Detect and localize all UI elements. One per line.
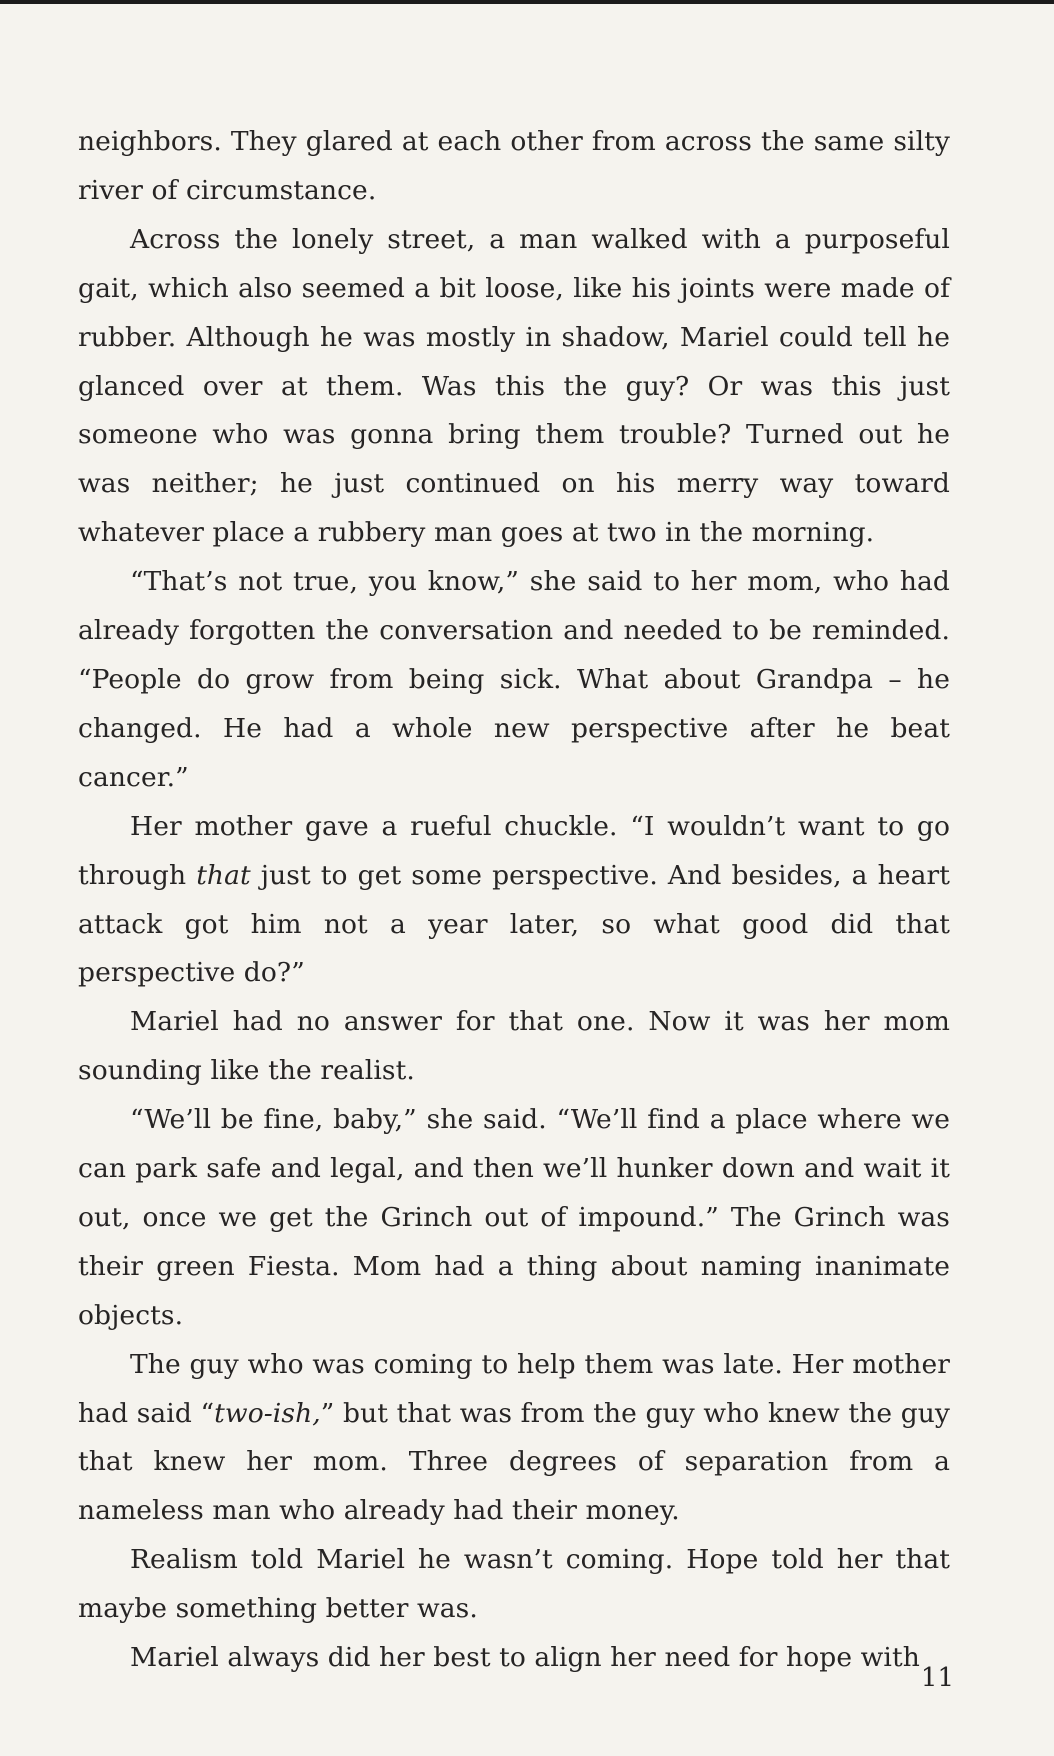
page-body bbox=[78, 118, 950, 1674]
paragraph bbox=[78, 803, 950, 999]
text-segment: “That’s not true, you know,” she said to her mom, who had already forgotten the conversation and needed to be reminded. “People do grow from being sick. What about Grandpa – he changed. He had a whole new perspective after he beat cancer.” bbox=[78, 566, 950, 793]
paragraph bbox=[78, 1341, 950, 1537]
page-number: 11 bbox=[920, 1663, 954, 1693]
text-segment: “We’ll be fine, baby,” she said. “We’ll find a place where we can park safe and legal, and then we’ll hunker down and wait it out, once we get the Grinch out of impound.” The Grinch was their green Fiesta. Mom had a thing about naming inanimate objects. bbox=[78, 1104, 950, 1331]
paragraph bbox=[78, 1096, 950, 1341]
text-segment: neighbors. They glared at each other from across the same silty river of circumstance. bbox=[78, 126, 950, 206]
page-top-edge bbox=[0, 0, 1054, 4]
paragraph bbox=[78, 1536, 950, 1634]
text-segment: ” but that was from the guy who knew the guy that knew her mom. Three degrees of separation from a nameless man who already had their money. bbox=[78, 1397, 950, 1527]
text-segment: Mariel had no answer for that one. Now it was her mom sounding like the realist. bbox=[78, 1006, 950, 1087]
text-segment: just to get some perspective. And besides, a heart attack got him not a year later, so what good did that perspective do?” bbox=[78, 859, 950, 989]
paragraph bbox=[78, 998, 950, 1096]
paragraph bbox=[78, 1634, 950, 1683]
text-segment: Realism told Mariel he wasn’t coming. Hope told her that maybe something better was. bbox=[78, 1544, 950, 1625]
paragraph bbox=[78, 558, 950, 803]
text-segment: The guy who was coming to help them was late. Her mother had said “ bbox=[78, 1348, 950, 1429]
italic-text: two-ish, bbox=[214, 1397, 321, 1429]
text-segment: Mariel always did her best to align her need for hope with bbox=[130, 1642, 920, 1674]
paragraph bbox=[78, 118, 950, 216]
text-segment: Across the lonely street, a man walked with a purposeful gait, which also seemed a bit loose, like his joints were made of rubber. Although he was mostly in shadow, Mariel could tell he glanced over at them. Was this the guy? Or was this just someone who was gonna bring them trouble? Turned out he was neither; he just continued on his merry way toward whatever place a rubbery man goes at two in the morning. bbox=[78, 223, 950, 549]
paragraph bbox=[78, 216, 950, 558]
text-segment: Her mother gave a rueful chuckle. “I wouldn’t want to go through bbox=[78, 810, 950, 891]
italic-text: that bbox=[196, 859, 251, 891]
